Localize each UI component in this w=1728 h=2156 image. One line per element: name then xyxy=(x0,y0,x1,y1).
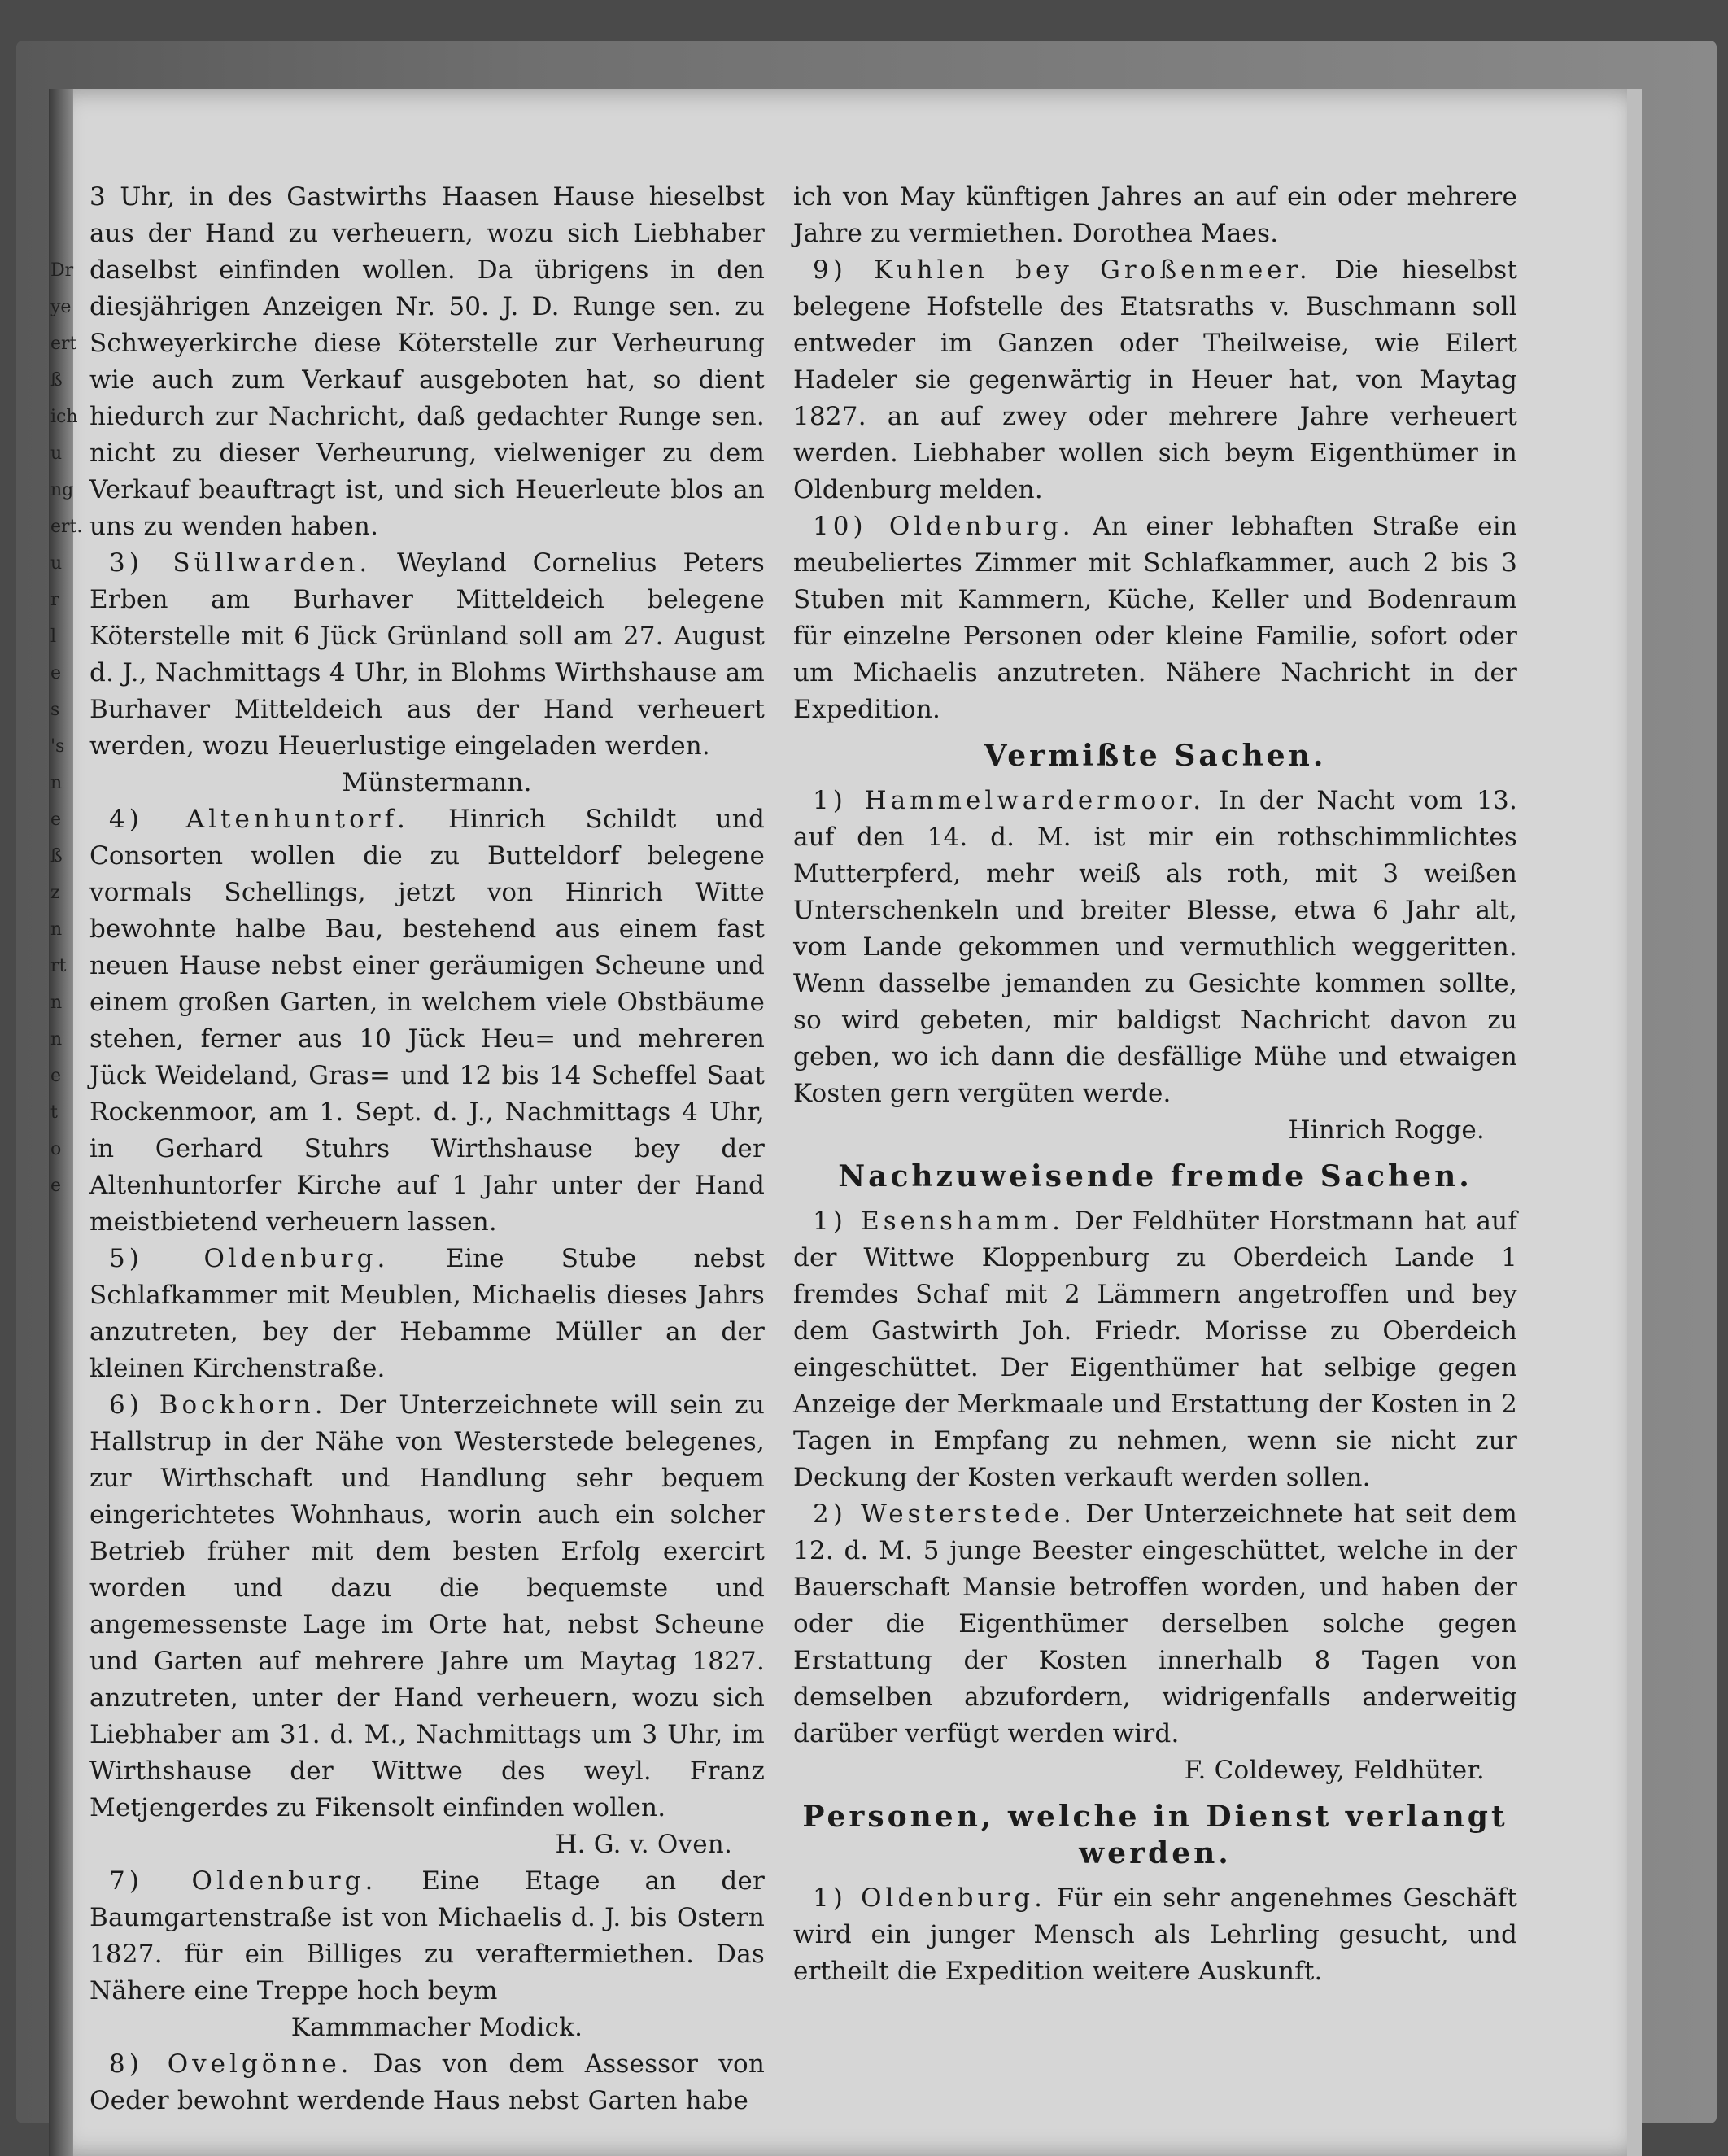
notice-text: Die hieselbst belegene Hofstelle des Etatsraths v. Buschmann soll entweder im Ganzen oder Theilweise, wie Eilert Hadeler sie gegenwärtig in Heuer hat, von Maytag 1827. an auf zwey oder mehrere Jahre verheuert werden. Liebhaber wollen sich beym Eigenthümer in Oldenburg melden. xyxy=(793,255,1517,504)
notice-paragraph xyxy=(89,545,765,765)
previous-page-margin xyxy=(50,252,83,1204)
notice-paragraph: 3 Uhr, in des Gastwirths Haasen Hause hieselbst aus der Hand zu verheuern, wozu sich Liebhaber daselbst einfinden wollen. Da übrigens in den diesjährigen Anzeigen Nr. 50. J. D. Runge sen. zu Schweyerkirche diese Köterstelle zur Verheurung wie auch zum Verkauf ausgeboten hat, so dient hiedurch zur Nachricht, daß gedachter Runge sen. nicht zu dieser Verheurung, vielweniger zu dem Verkauf beauftragt ist, und sich Heuerleute blos an uns zu wenden haben. xyxy=(89,182,765,541)
notice-paragraph xyxy=(89,801,765,1241)
margin-fragment: ß xyxy=(50,846,63,866)
notice-text: Das von dem Assessor von Oeder bewohnt werdende Haus nebst Garten habe xyxy=(89,2049,766,2115)
notice-text: An einer lebhaften Straße ein meubeliertes Zimmer mit Schlafkammer, auch 2 bis 3 Stuben mit Kammern, Küche, Keller und Bodenraum für einzelne Personen oder kleine Familie, sofort oder um Michaelis anzutreten. Nähere Nachricht in der Expedition. xyxy=(793,512,1517,724)
margin-fragment: n xyxy=(50,993,63,1013)
margin-fragment: l xyxy=(50,626,57,647)
notice-paragraph xyxy=(793,783,1517,1112)
notice-place: 10) Oldenburg. xyxy=(813,512,1075,541)
notice-signature: Münstermann. xyxy=(342,768,532,797)
notice-place: 1) Hammelwardermoor. xyxy=(813,786,1206,815)
notice-signature: Dorothea Maes. xyxy=(1072,219,1279,248)
notice-place: 5) Oldenburg. xyxy=(109,1244,390,1273)
notice-place: 7) Oldenburg. xyxy=(109,1866,377,1896)
notice-place: 9) Kuhlen bey Großenmeer. xyxy=(813,255,1311,285)
notice-signature: F. Coldewey, Feldhüter. xyxy=(1184,1756,1485,1785)
notice-paragraph xyxy=(793,179,1517,252)
book-spread xyxy=(16,41,1717,2123)
notice-paragraph xyxy=(89,2046,765,2119)
margin-fragment: rt xyxy=(50,956,67,976)
notice-paragraph xyxy=(793,1880,1517,1990)
notice-place: 4) Altenhuntorf. xyxy=(109,805,409,834)
notice-paragraph xyxy=(89,1241,765,1387)
notice-signature: H. G. v. Oven. xyxy=(555,1830,732,1859)
margin-fragment: t xyxy=(50,1102,58,1123)
newspaper-page xyxy=(49,89,1642,2156)
notice-paragraph xyxy=(89,1863,765,2010)
notice-place: 2) Westerstede. xyxy=(813,1499,1076,1529)
margin-fragment: s xyxy=(50,700,60,720)
notice-text: Weyland Cornelius Peters Erben am Burhaver Mitteldeich belegene Köterstelle mit 6 Jück Grünland soll am 27. August d. J., Nachmittags 4 Uhr, in Blohms Wirthshause am Burhaver Mitteldeich aus der Hand verheuert werden, wozu Heuerlustige eingeladen werden. xyxy=(89,548,765,761)
notice-place: 1) Oldenburg. xyxy=(813,1883,1046,1913)
right-column xyxy=(793,179,1517,1990)
notice-place: 6) Bockhorn. xyxy=(109,1390,327,1420)
margin-fragment: u xyxy=(50,443,63,464)
margin-fragment: u xyxy=(50,553,63,574)
margin-fragment: ng xyxy=(50,480,74,500)
notice-text: Der Feldhüter Horstmann hat auf der Wittwe Kloppenburg zu Oberdeich Lande 1 fremdes Schaf mit 2 Lämmern angetroffen und bey dem Gastwirth Joh. Friedr. Morisse zu Oberdeich eingeschüttet. Der Eigenthümer hat selbige gegen Anzeige der Merkmaale und Erstattung der Kosten in 2 Tagen in Empfang zu nehmen, wenn sie nicht zur Deckung der Kosten verkauft werden sollen. xyxy=(793,1207,1518,1492)
margin-fragment: ß xyxy=(50,370,63,391)
notice-paragraph xyxy=(793,252,1517,508)
notice-paragraph xyxy=(793,1496,1517,1752)
notice-text: In der Nacht vom 13. auf den 14. d. M. ist mir ein rothschimmlichtes Mutterpferd, mehr weiß als roth, mit 3 weißen Unterschenkeln und breiter Blesse, etwa 6 Jahr alt, vom Lande gekommen und vermuthlich weggeritten. Wenn dasselbe jemanden zu Gesichte kommen sollte, so wird gebeten, mir baldigst Nachricht davon zu geben, wo ich dann die desfällige Mühe und etwaigen Kosten gern vergüten werde. xyxy=(793,786,1517,1108)
margin-fragment: e xyxy=(50,810,62,830)
notice-place: 3) Süllwarden. xyxy=(109,548,372,578)
notice-text: Eine Etage an der Baumgartenstraße ist von Michaelis d. J. bis Ostern 1827. für ein Billiges zu veraftermiethen. Das Nähere eine Treppe hoch beym xyxy=(89,1866,765,2005)
margin-fragment: ert. xyxy=(50,517,83,537)
notice-place: 1) Esenshamm. xyxy=(813,1207,1064,1236)
margin-fragment: Dr xyxy=(50,260,74,281)
margin-fragment: e xyxy=(50,1176,62,1196)
notice-text: ich von May künftigen Jahres an auf ein oder mehrere Jahre zu vermiethen. xyxy=(793,182,1517,248)
notice-signature: Hinrich Rogge. xyxy=(1288,1115,1485,1145)
notice-text: Für ein sehr angenehmes Geschäft wird ein junger Mensch als Lehrling gesucht, und ertheilt die Expedition weitere Auskunft. xyxy=(793,1883,1517,1986)
margin-fragment: ye xyxy=(50,297,72,317)
notice-text: Der Unterzeichnete hat seit dem 12. d. M. 5 junge Beester eingeschüttet, welche in der Bauerschaft Mansie betroffen worden, und haben der oder die Eigenthümer derselben solche gegen Erstattung der Kosten innerhalb 8 Tagen von demselben abzufordern, widrigenfalls anderweitig darüber verfügt werden wird. xyxy=(793,1499,1518,1748)
margin-fragment: o xyxy=(50,1139,62,1159)
notice-paragraph xyxy=(793,1203,1517,1496)
notice-paragraph xyxy=(89,1387,765,1826)
notice-text: Hinrich Schildt und Consorten wollen die zu Butteldorf belegene vormals Schellings, jetzt von Hinrich Witte bewohnte halbe Bau, bestehend aus einem fast neuen Hause nebst einer geräumigen Scheune und einem großen Garten, in welchem viele Obstbäume stehen, ferner aus 10 Jück Heu= und mehreren Jück Weideland, Gras= und 12 bis 14 Scheffel Saat Rockenmoor, am 1. Sept. d. J., Nachmittags 4 Uhr, in Gerhard Stuhrs Wirthshause bey der Altenhuntorfer Kirche auf 1 Jahr unter der Hand meistbietend verheuern lassen. xyxy=(89,805,765,1237)
margin-fragment: r xyxy=(50,590,59,610)
margin-fragment: 's xyxy=(50,736,65,757)
margin-fragment: ert xyxy=(50,334,77,354)
margin-fragment: n xyxy=(50,1029,63,1050)
notice-text: Der Unterzeichnete will sein zu Hallstrup in der Nähe von Westerstede belegenes, zur Wirthschaft und Handlung sehr bequem eingerichtetes Wohnhaus, worin auch ein solcher Betrieb früher mit dem besten Erfolg exercirt worden und dazu die bequemste und angemessenste Lage im Orte hat, nebst Scheune und Garten auf mehrere Jahre um Maytag 1827. anzutreten, unter der Hand verheuern, wozu sich Liebhaber am 31. d. M., Nachmittags um 3 Uhr, im Wirthshause der Wittwe des weyl. Franz Metjengerdes zu Fikensolt einfinden wollen. xyxy=(89,1390,766,1822)
notice-place: 8) Ovelgönne. xyxy=(109,2049,353,2079)
margin-fragment: e xyxy=(50,1066,62,1086)
left-column xyxy=(89,179,765,2119)
notice-signature: Kammmacher Modick. xyxy=(290,2013,583,2042)
section-heading-job-offers: Personen, welche in Dienst verlangt werden. xyxy=(802,1800,1508,1870)
notice-text: Eine Stube nebst Schlafkammer mit Meublen, Michaelis dieses Jahrs anzutreten, bey der Hebamme Müller an der kleinen Kirchenstraße. xyxy=(89,1244,765,1383)
margin-fragment: ich xyxy=(50,407,78,427)
margin-fragment: n xyxy=(50,919,63,940)
section-heading-found-items: Nachzuweisende fremde Sachen. xyxy=(838,1159,1473,1194)
margin-fragment: e xyxy=(50,663,62,683)
margin-fragment: n xyxy=(50,773,63,793)
section-heading-lost-items: Vermißte Sachen. xyxy=(984,739,1327,773)
notice-paragraph xyxy=(793,508,1517,728)
margin-fragment: z xyxy=(50,883,60,903)
